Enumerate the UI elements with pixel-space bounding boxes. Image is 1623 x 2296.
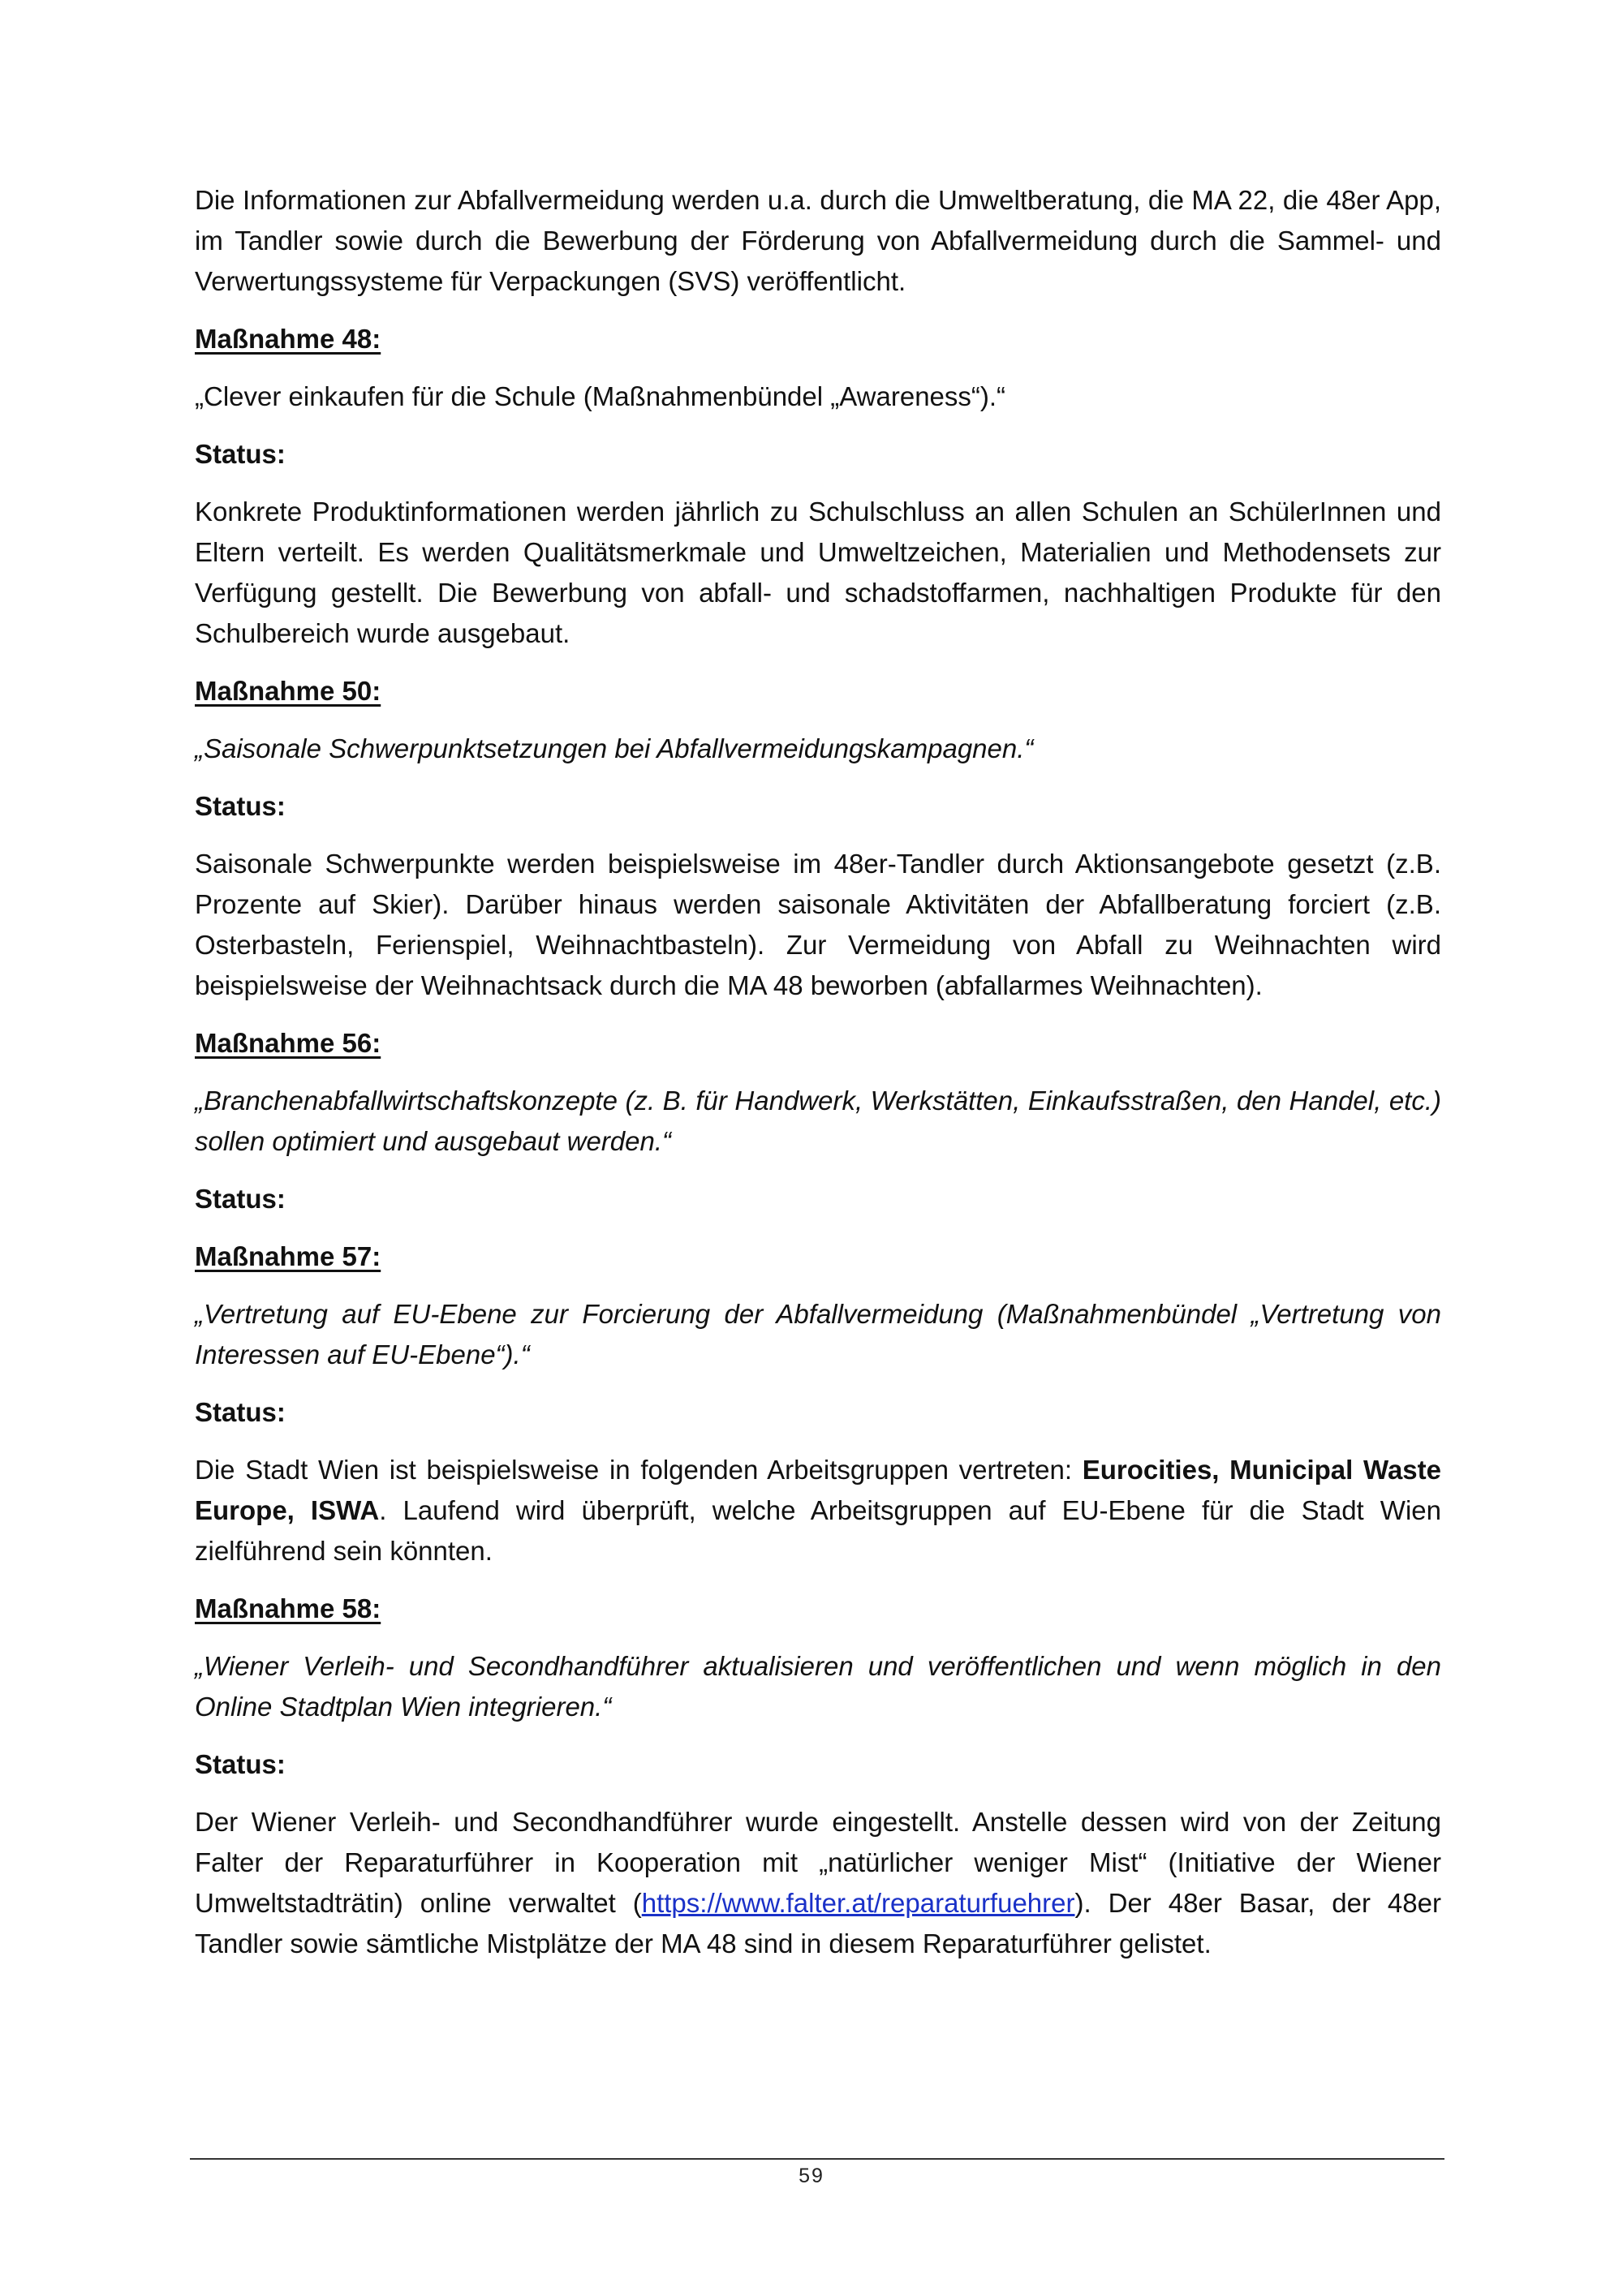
measure-57-quote: „Vertretung auf EU-Ebene zur Forcierung der Abfallvermeidung (Maßnahmenbündel „Vertretung von Interessen auf EU-Ebene“).“ bbox=[195, 1299, 1441, 1369]
measure-57-status-text-end: . Laufend wird überprüft, welche Arbeitsgruppen auf EU-Ebene für die Stadt Wien zielführend sein könnten. bbox=[195, 1495, 1441, 1566]
measure-58-heading: Maßnahme 58: bbox=[195, 1593, 381, 1623]
working-groups-list: Eurocities, Municipal Waste Europe, ISWA bbox=[195, 1455, 1441, 1525]
measure-58-status-text-end: ). Der 48er Basar, der 48er Tandler sowie sämtliche Mistplätze der MA 48 sind in diesem Reparaturführer gelistet. bbox=[195, 1888, 1441, 1958]
page-number: 59 bbox=[799, 2165, 824, 2187]
measure-58-quote: „Wiener Verleih- und Secondhandführer aktualisieren und veröffentlichen und wenn möglich in den Online Stadtplan Wien integrieren.“ bbox=[195, 1651, 1441, 1722]
measure-58-status-text bbox=[195, 1802, 1441, 1964]
measure-48-heading: Maßnahme 48: bbox=[195, 324, 381, 354]
measure-56-heading: Maßnahme 56: bbox=[195, 1028, 381, 1058]
measure-56-quote: „Branchenabfallwirtschaftskonzepte (z. B. für Handwerk, Werkstätten, Einkaufsstraßen, den Handel, etc.) sollen optimiert und ausgebaut werden.“ bbox=[195, 1086, 1441, 1156]
document-page bbox=[195, 180, 1441, 1981]
measure-57-status-text-start: Die Stadt Wien ist beispielsweise in folgenden Arbeitsgruppen vertreten: bbox=[195, 1455, 1083, 1485]
measure-58-status-text-start: Der Wiener Verleih- und Secondhandführer wurde eingestellt. Anstelle dessen wird von der Zeitung Falter der Reparaturführer in Kooperation mit „natürlicher weniger Mist“ (Initiative der Wiener Umweltstadträtin) online verwaltet ( bbox=[195, 1807, 1441, 1918]
measure-48-status-text: Konkrete Produktinformationen werden jährlich zu Schulschluss an allen Schulen an SchülerInnen und Eltern verteilt. Es werden Qualitätsmerkmale und Umweltzeichen, Materialien und Methodensets zur Verfügung gestellt. Die Bewerbung von abfall- und schadstoffarmen, nachhaltigen Produkte für den Schulbereich wurde ausgebaut. bbox=[195, 497, 1441, 648]
footer-divider bbox=[190, 2158, 1444, 2160]
measure-57-status-label: Status: bbox=[195, 1397, 286, 1427]
reparaturfuehrer-link[interactable]: https://www.falter.at/reparaturfuehrer bbox=[641, 1888, 1075, 1918]
measure-48-quote: „Clever einkaufen für die Schule (Maßnahmenbündel „Awareness“).“ bbox=[195, 381, 1006, 411]
measure-50-status-label: Status: bbox=[195, 791, 286, 821]
measure-50-status-text: Saisonale Schwerpunkte werden beispielsweise im 48er-Tandler durch Aktionsangebote gesetzt (z.B. Prozente auf Skier). Darüber hinaus werden saisonale Aktivitäten der Abfallberatung forciert (z.B. Osterbasteln, Ferienspiel, Weihnachtbasteln). Zur Vermeidung von Abfall zu Weihnachten wird beispielsweise der Weihnachtsack durch die MA 48 beworben (abfallarmes Weihnachten). bbox=[195, 849, 1441, 1000]
measure-50-quote: „Saisonale Schwerpunktsetzungen bei Abfallvermeidungskampagnen.“ bbox=[195, 733, 1034, 763]
intro-paragraph: Die Informationen zur Abfallvermeidung werden u.a. durch die Umweltberatung, die MA 22, die 48er App, im Tandler sowie durch die Bewerbung der Förderung von Abfallvermeidung durch die Sammel- und Verwertungssysteme für Verpackungen (SVS) veröffentlicht. bbox=[195, 185, 1441, 296]
measure-48-status-label: Status: bbox=[195, 439, 286, 469]
measure-57-heading: Maßnahme 57: bbox=[195, 1241, 381, 1271]
measure-56-status-label: Status: bbox=[195, 1184, 286, 1214]
measure-57-status-text bbox=[195, 1450, 1441, 1572]
measure-58-status-label: Status: bbox=[195, 1749, 286, 1779]
measure-50-heading: Maßnahme 50: bbox=[195, 676, 381, 706]
